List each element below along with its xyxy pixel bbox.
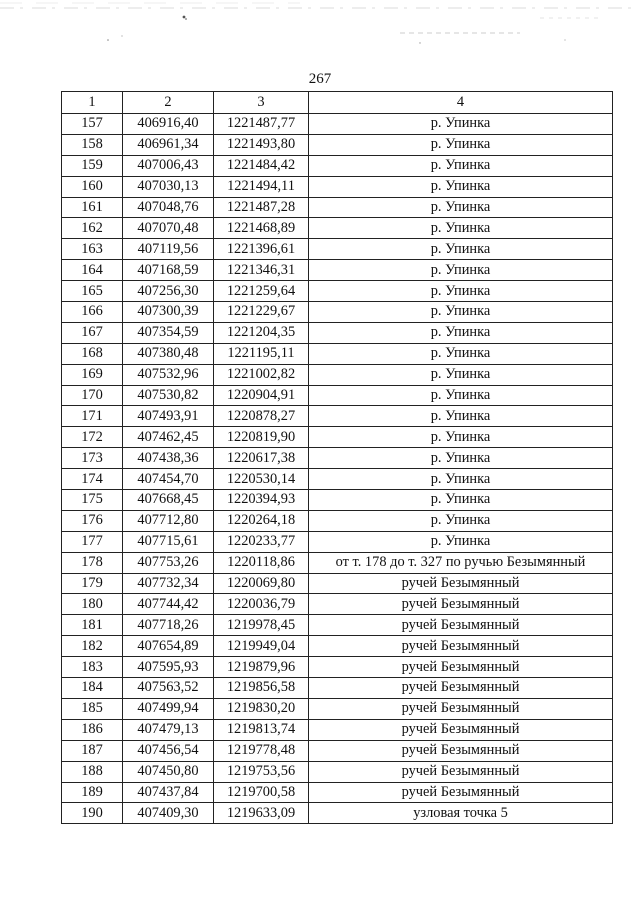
point-number-cell: 179 — [62, 573, 123, 594]
point-number-cell: 168 — [62, 343, 123, 364]
x-coordinate-cell: 407456,54 — [123, 740, 214, 761]
point-number-cell: 182 — [62, 636, 123, 657]
y-coordinate-cell: 1221204,35 — [214, 322, 309, 343]
description-cell: ручей Безымянный — [309, 594, 613, 615]
y-coordinate-cell: 1219700,58 — [214, 782, 309, 803]
description-cell: р. Упинка — [309, 322, 613, 343]
description-cell: р. Упинка — [309, 469, 613, 490]
y-coordinate-cell: 1221259,64 — [214, 281, 309, 302]
table-row — [62, 302, 613, 323]
scan-noise — [0, 0, 640, 60]
table-row — [62, 552, 613, 573]
point-number-cell: 164 — [62, 260, 123, 281]
y-coordinate-cell: 1220036,79 — [214, 594, 309, 615]
x-coordinate-cell: 407530,82 — [123, 385, 214, 406]
x-coordinate-cell: 407438,36 — [123, 448, 214, 469]
point-number-cell: 160 — [62, 176, 123, 197]
y-coordinate-cell: 1220264,18 — [214, 510, 309, 531]
description-cell: р. Упинка — [309, 343, 613, 364]
description-cell: р. Упинка — [309, 406, 613, 427]
table-row — [62, 448, 613, 469]
description-cell: р. Упинка — [309, 531, 613, 552]
table-row — [62, 594, 613, 615]
x-coordinate-cell: 407048,76 — [123, 197, 214, 218]
x-coordinate-cell: 407437,84 — [123, 782, 214, 803]
table-body — [62, 114, 613, 824]
table-row — [62, 239, 613, 260]
point-number-cell: 170 — [62, 385, 123, 406]
column-header-x: 2 — [123, 92, 214, 114]
x-coordinate-cell: 407595,93 — [123, 657, 214, 678]
point-number-cell: 163 — [62, 239, 123, 260]
point-number-cell: 176 — [62, 510, 123, 531]
y-coordinate-cell: 1221468,89 — [214, 218, 309, 239]
y-coordinate-cell: 1221487,28 — [214, 197, 309, 218]
point-number-cell: 159 — [62, 155, 123, 176]
y-coordinate-cell: 1219813,74 — [214, 719, 309, 740]
table-row — [62, 281, 613, 302]
column-header-description: 4 — [309, 92, 613, 114]
table-row — [62, 134, 613, 155]
description-cell: р. Упинка — [309, 364, 613, 385]
point-number-cell: 183 — [62, 657, 123, 678]
x-coordinate-cell: 407006,43 — [123, 155, 214, 176]
table-row — [62, 260, 613, 281]
description-cell: ручей Безымянный — [309, 761, 613, 782]
description-cell: р. Упинка — [309, 260, 613, 281]
table-row — [62, 636, 613, 657]
y-coordinate-cell: 1220530,14 — [214, 469, 309, 490]
table-row — [62, 406, 613, 427]
description-cell: ручей Безымянный — [309, 615, 613, 636]
description-cell: р. Упинка — [309, 510, 613, 531]
y-coordinate-cell: 1221493,80 — [214, 134, 309, 155]
x-coordinate-cell: 407732,34 — [123, 573, 214, 594]
description-cell: ручей Безымянный — [309, 657, 613, 678]
x-coordinate-cell: 407354,59 — [123, 322, 214, 343]
table-row — [62, 490, 613, 511]
point-number-cell: 162 — [62, 218, 123, 239]
table-header-row — [62, 92, 613, 114]
table-row — [62, 218, 613, 239]
x-coordinate-cell: 407532,96 — [123, 364, 214, 385]
coordinates-table — [61, 91, 613, 824]
x-coordinate-cell: 407450,80 — [123, 761, 214, 782]
table-row — [62, 385, 613, 406]
point-number-cell: 181 — [62, 615, 123, 636]
description-cell: р. Упинка — [309, 302, 613, 323]
description-cell: ручей Безымянный — [309, 782, 613, 803]
description-cell: р. Упинка — [309, 281, 613, 302]
x-coordinate-cell: 407454,70 — [123, 469, 214, 490]
page-number: 267 — [308, 71, 332, 87]
y-coordinate-cell: 1220617,38 — [214, 448, 309, 469]
y-coordinate-cell: 1219978,45 — [214, 615, 309, 636]
description-cell: р. Упинка — [309, 239, 613, 260]
point-number-cell: 175 — [62, 490, 123, 511]
description-cell: ручей Безымянный — [309, 573, 613, 594]
point-number-cell: 190 — [62, 803, 123, 824]
x-coordinate-cell: 407256,30 — [123, 281, 214, 302]
table-row — [62, 197, 613, 218]
table-row — [62, 615, 613, 636]
x-coordinate-cell: 407715,61 — [123, 531, 214, 552]
y-coordinate-cell: 1220878,27 — [214, 406, 309, 427]
table-row — [62, 510, 613, 531]
table-row — [62, 343, 613, 364]
description-cell: р. Упинка — [309, 427, 613, 448]
x-coordinate-cell: 407168,59 — [123, 260, 214, 281]
y-coordinate-cell: 1220819,90 — [214, 427, 309, 448]
x-coordinate-cell: 407753,26 — [123, 552, 214, 573]
point-number-cell: 173 — [62, 448, 123, 469]
description-cell: ручей Безымянный — [309, 678, 613, 699]
description-cell: р. Упинка — [309, 385, 613, 406]
table-row — [62, 469, 613, 490]
description-cell: р. Упинка — [309, 176, 613, 197]
point-number-cell: 174 — [62, 469, 123, 490]
point-number-cell: 180 — [62, 594, 123, 615]
x-coordinate-cell: 407380,48 — [123, 343, 214, 364]
y-coordinate-cell: 1220394,93 — [214, 490, 309, 511]
x-coordinate-cell: 407479,13 — [123, 719, 214, 740]
table-row — [62, 176, 613, 197]
table-row — [62, 740, 613, 761]
description-cell: р. Упинка — [309, 134, 613, 155]
point-number-cell: 172 — [62, 427, 123, 448]
point-number-cell: 186 — [62, 719, 123, 740]
y-coordinate-cell: 1219633,09 — [214, 803, 309, 824]
description-cell: р. Упинка — [309, 155, 613, 176]
column-header-number: 1 — [62, 92, 123, 114]
x-coordinate-cell: 407744,42 — [123, 594, 214, 615]
table-row — [62, 803, 613, 824]
description-cell: р. Упинка — [309, 218, 613, 239]
y-coordinate-cell: 1219949,04 — [214, 636, 309, 657]
description-cell: узловая точка 5 — [309, 803, 613, 824]
description-cell: ручей Безымянный — [309, 719, 613, 740]
x-coordinate-cell: 406916,40 — [123, 114, 214, 135]
point-number-cell: 169 — [62, 364, 123, 385]
x-coordinate-cell: 407718,26 — [123, 615, 214, 636]
point-number-cell: 157 — [62, 114, 123, 135]
y-coordinate-cell: 1221195,11 — [214, 343, 309, 364]
description-cell: ручей Безымянный — [309, 636, 613, 657]
column-header-y: 3 — [214, 92, 309, 114]
table-row — [62, 657, 613, 678]
y-coordinate-cell: 1221494,11 — [214, 176, 309, 197]
point-number-cell: 158 — [62, 134, 123, 155]
point-number-cell: 165 — [62, 281, 123, 302]
table-row — [62, 761, 613, 782]
description-cell: р. Упинка — [309, 197, 613, 218]
x-coordinate-cell: 407462,45 — [123, 427, 214, 448]
y-coordinate-cell: 1219879,96 — [214, 657, 309, 678]
table-row — [62, 427, 613, 448]
table-row — [62, 698, 613, 719]
y-coordinate-cell: 1221346,31 — [214, 260, 309, 281]
table-row — [62, 678, 613, 699]
table-row — [62, 719, 613, 740]
point-number-cell: 166 — [62, 302, 123, 323]
point-number-cell: 185 — [62, 698, 123, 719]
table-row — [62, 782, 613, 803]
y-coordinate-cell: 1220233,77 — [214, 531, 309, 552]
table-row — [62, 322, 613, 343]
y-coordinate-cell: 1220118,86 — [214, 552, 309, 573]
y-coordinate-cell: 1221487,77 — [214, 114, 309, 135]
table-row — [62, 573, 613, 594]
x-coordinate-cell: 407499,94 — [123, 698, 214, 719]
y-coordinate-cell: 1221229,67 — [214, 302, 309, 323]
description-cell: от т. 178 до т. 327 по ручью Безымянный — [309, 552, 613, 573]
x-coordinate-cell: 407300,39 — [123, 302, 214, 323]
x-coordinate-cell: 407493,91 — [123, 406, 214, 427]
description-cell: р. Упинка — [309, 448, 613, 469]
y-coordinate-cell: 1219830,20 — [214, 698, 309, 719]
y-coordinate-cell: 1220069,80 — [214, 573, 309, 594]
point-number-cell: 187 — [62, 740, 123, 761]
x-coordinate-cell: 407712,80 — [123, 510, 214, 531]
point-number-cell: 189 — [62, 782, 123, 803]
y-coordinate-cell: 1219856,58 — [214, 678, 309, 699]
y-coordinate-cell: 1219778,48 — [214, 740, 309, 761]
y-coordinate-cell: 1221484,42 — [214, 155, 309, 176]
description-cell: р. Упинка — [309, 114, 613, 135]
point-number-cell: 161 — [62, 197, 123, 218]
x-coordinate-cell: 407030,13 — [123, 176, 214, 197]
description-cell: ручей Безымянный — [309, 698, 613, 719]
point-number-cell: 178 — [62, 552, 123, 573]
x-coordinate-cell: 407409,30 — [123, 803, 214, 824]
table-row — [62, 531, 613, 552]
x-coordinate-cell: 407563,52 — [123, 678, 214, 699]
description-cell: р. Упинка — [309, 490, 613, 511]
table-row — [62, 155, 613, 176]
table-row — [62, 364, 613, 385]
x-coordinate-cell: 407070,48 — [123, 218, 214, 239]
point-number-cell: 177 — [62, 531, 123, 552]
point-number-cell: 184 — [62, 678, 123, 699]
x-coordinate-cell: 407654,89 — [123, 636, 214, 657]
x-coordinate-cell: 406961,34 — [123, 134, 214, 155]
point-number-cell: 188 — [62, 761, 123, 782]
y-coordinate-cell: 1219753,56 — [214, 761, 309, 782]
y-coordinate-cell: 1220904,91 — [214, 385, 309, 406]
x-coordinate-cell: 407119,56 — [123, 239, 214, 260]
x-coordinate-cell: 407668,45 — [123, 490, 214, 511]
table-row — [62, 114, 613, 135]
y-coordinate-cell: 1221002,82 — [214, 364, 309, 385]
point-number-cell: 167 — [62, 322, 123, 343]
y-coordinate-cell: 1221396,61 — [214, 239, 309, 260]
description-cell: ручей Безымянный — [309, 740, 613, 761]
point-number-cell: 171 — [62, 406, 123, 427]
